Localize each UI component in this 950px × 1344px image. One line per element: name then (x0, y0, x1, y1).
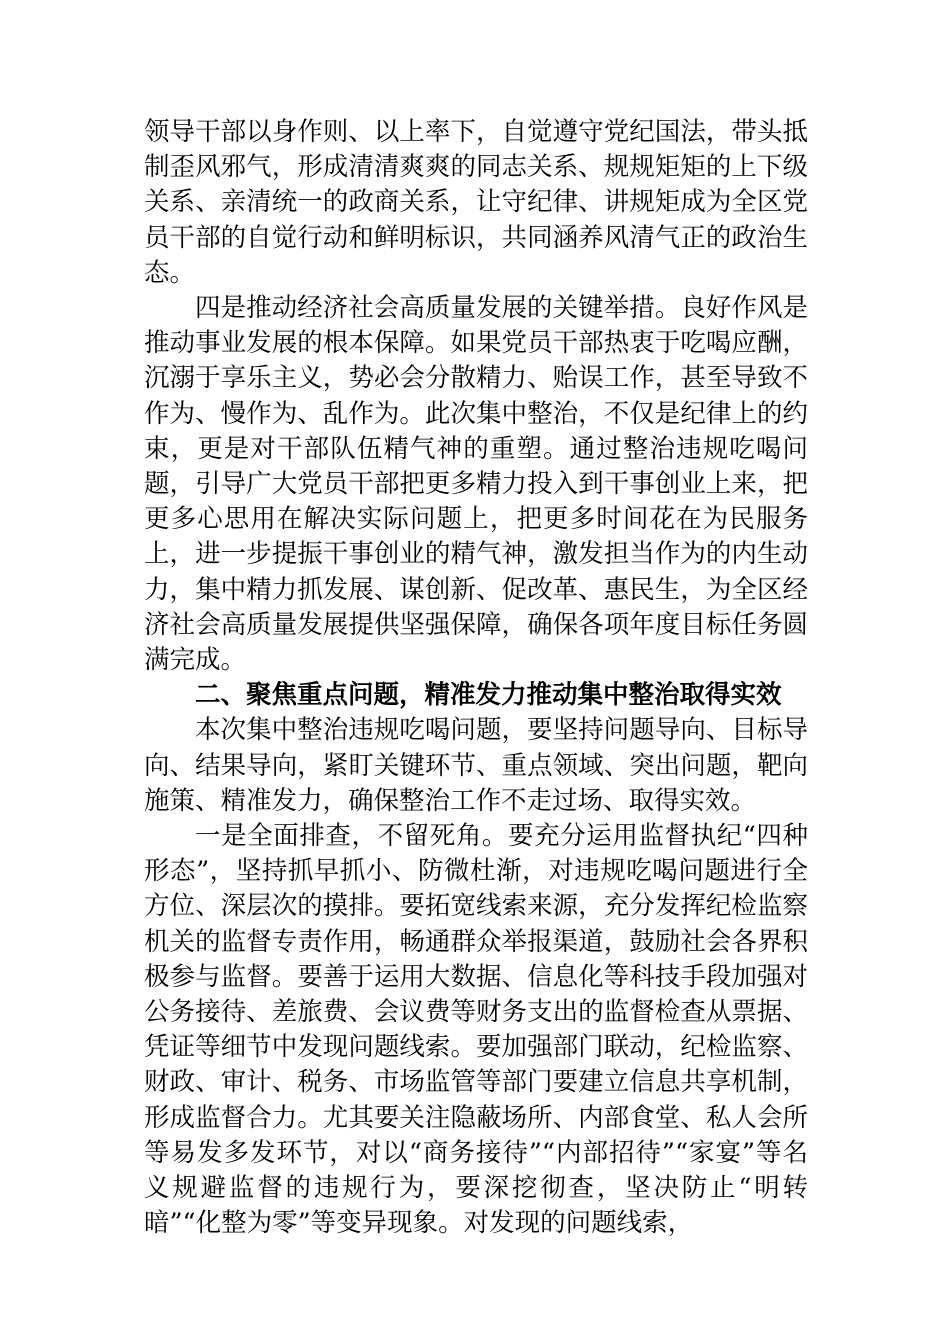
section-heading: 二、聚焦重点问题，精准发力推动集中整治取得实效 (195, 680, 782, 711)
paragraph-section-intro: 本次集中整治违规吃喝问题，要坚持问题导向、目标导向、结果导向，紧盯关键环节、重点领域、突出问题，靶向施策、精准发力，确保整治工作不走过场、取得实效。 (144, 715, 808, 816)
document-body (144, 115, 808, 1242)
paragraph-point-one: 一是全面排查，不留死角。要充分运用监督执纪“四种形态”，坚持抓早抓小、防微杜渐，对违规吃喝问题进行全方位、深层次的摸排。要拓宽线索来源，充分发挥纪检监察机关的监督专责作用，畅通群众举报渠道，鼓励社会各界积极参与监督。要善于运用大数据、信息化等科技手段加强对公务接待、差旅费、会议费等财务支出的监督检查从票据、凭证等细节中发现问题线索。要加强部门联动，纪检监察、财政、审计、税务、市场监管等部门要建立信息共享机制，形成监督合力。尤其要关注隐蔽场所、内部食堂、私人会所等易发多发环节，对以“商务接待”“内部招待”“家宴”等名义规避监督的违规行为，要深挖彻查，坚决防止“明转暗”“化整为零”等变异现象。对发现的问题线索， (144, 821, 808, 1239)
paragraph-point-four: 四是推动经济社会高质量发展的关键举措。良好作风是推动事业发展的根本保障。如果党员干部热衷于吃喝应酬，沉溺于享乐主义，势必会分散精力、贻误工作，甚至导致不作为、慢作为、乱作为。此次集中整治，不仅是纪律上的约束，更是对干部队伍精气神的重塑。通过整治违规吃喝问题，引导广大党员干部把更多精力投入到干事创业上来，把更多心思用在解决实际问题上，把更多时间花在为民服务上，进一步提振干事创业的精气神，激发担当作为的内生动力，集中精力抓发展、谋创新、促改革、惠民生，为全区经济社会高质量发展提供坚强保障，确保各项年度目标任务圆满完成。 (144, 293, 808, 676)
paragraph-continued: 领导干部以身作则、以上率下，自觉遵守党纪国法，带头抵制歪风邪气，形成清清爽爽的同志关系、规规矩矩的上下级关系、亲清统一的政商关系，让守纪律、讲规矩成为全区党员干部的自觉行动和鲜明标识，共同涵养风清气正的政治生态。 (144, 117, 808, 288)
